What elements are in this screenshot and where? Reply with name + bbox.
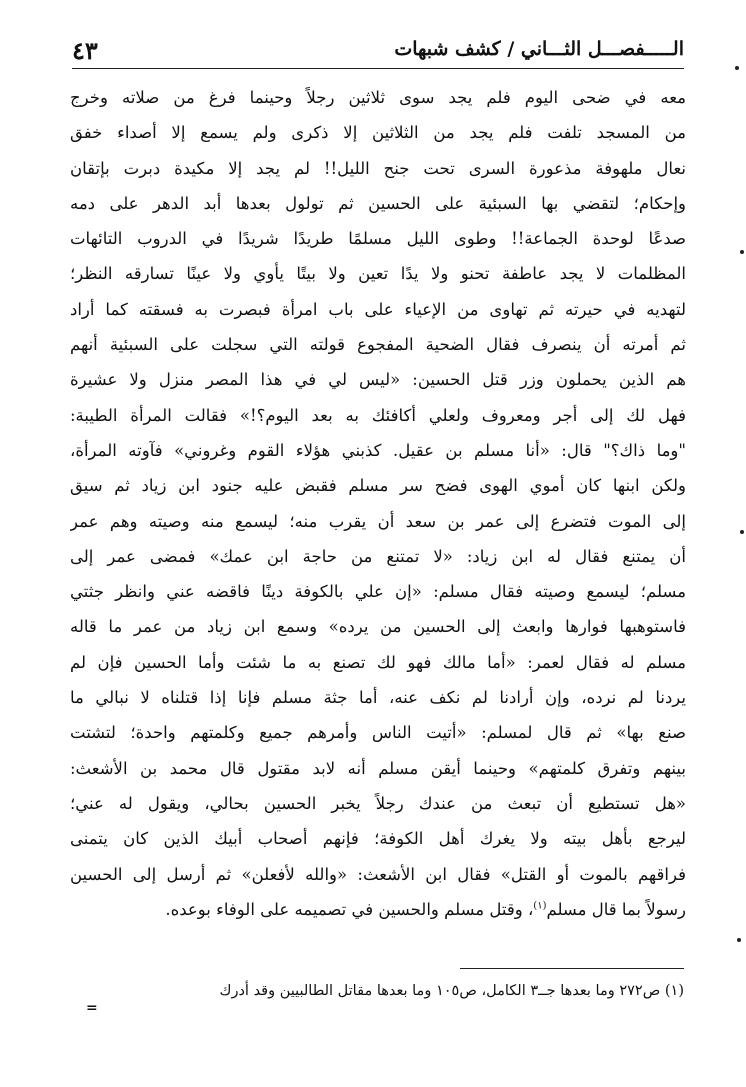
footnote-reference[interactable]: (١) — [533, 900, 547, 912]
last-text-line — [70, 892, 686, 927]
text-line: هم الذين يحملون وزر قتل الحسين: «ليس لي في هذا المصر منزل ولا عشيرة — [70, 370, 686, 390]
text-line: يردنا لم نرده، وإن أرادنا لم نكف عنه، أما جثة مسلم فإنا إذا قتلناه لا نبالي ما — [70, 688, 686, 708]
text-line: نعال ملهوفة مذعورة السرى تحت جنح الليل!! لم يجد إلا مكيدة دبرت بإتقان — [70, 158, 686, 178]
text-line: مسلم له فقال لعمر: «أما مالك فهو لك تصنع به ما شئت وأما الحسين فإن لم — [70, 652, 686, 672]
text-line: "وما ذاك؟" قال: «أنا مسلم بن عقيل. كذبني هؤلاء القوم وغروني» فآوته المرأة، — [70, 440, 686, 460]
text-line: ليرجع بأهل بيته ولا يغرك أهل الكوفة؛ فإنهم أصحاب أبيك الذين كان يتمنى — [70, 829, 686, 849]
text-line: أن يمتنع فقال له ابن زياد: «لا تمتنع من حاجة ابن عمك» فمضى عمر إلى — [70, 546, 686, 566]
text-line: لتهديه في حيرته ثم تهاوى من الإعياء على باب امرأة فبصرت به فسقته كما أراد — [70, 299, 686, 319]
page-header — [72, 36, 684, 72]
text-line: فهل لك إلى أجر ومعروف ولعلي أكافئك به بعد اليوم؟!» فقالت المرأة الطيبة: — [70, 405, 686, 425]
chapter-title: الـــــفصـــل الثـــاني / كشف شبهات — [394, 38, 684, 60]
text-line: مسلم؛ ليسمع وصيته فقال مسلم: «إن علي بالكوفة دينًا فاقضه عني وانظر جثتي — [70, 582, 686, 602]
text-line: معه في ضحى اليوم فلم يجد سوى ثلاثين رجلاً وحينما فرغ من صلاته وخرج — [70, 88, 686, 107]
margin-dot — [740, 250, 744, 254]
body-text — [70, 80, 686, 927]
margin-dot — [735, 66, 739, 70]
text-line: إلى الموت فتضرع إلى عمر بن سعد أن يقرب منه؛ ليسمع منه وصيته وهم عمر — [70, 511, 686, 531]
text-line: بينهم وتفرق كلمتهم» وحينما أيقن مسلم أنه لابد مقتول قال محمد بن الأشعث: — [70, 758, 686, 778]
text-line: صدعًا لوحدة الجماعة!! وطوى الليل مسلمًا طريدًا شريدًا في الدروب التائهات — [70, 229, 686, 249]
footnote-divider — [460, 968, 684, 969]
text-line: فاستوهبها فوارها وابعث إلى الحسين من يرده» وسمع ابن زياد من عمر ما قاله — [70, 617, 686, 637]
footnote-continuation-mark: = — [86, 1000, 98, 1016]
page-number: ٤٣ — [72, 36, 98, 65]
margin-dot — [737, 938, 741, 942]
text-line: وإحكام؛ لتقضي بها السبئية على الحسين ثم تولول بعدها أبد الدهر على دمه — [70, 193, 686, 213]
header-divider — [72, 68, 684, 69]
text-line: ثم أمرته أن ينصرف فقال الضحية المفجوع قولته التي سجلت على السبئية أنهم — [70, 335, 686, 355]
text-line: المظلمات لا يجد عاطفة تحنو ولا يدًا تعين ولا بيتًا يأوي ولا عينًا تسارقه النظر؛ — [70, 264, 686, 284]
text-line: «هل تستطيع أن تبعث من عندك رجلاً يخبر الحسين بحالي، ويقول له عني؛ — [70, 793, 686, 813]
text-line: من المسجد تلفت فلم يجد من الثلاثين إلا ذكرى ولم يسمع إلا أصداء خفق — [70, 123, 686, 143]
text-line: ولكن ابنها كان أموي الهوى فضح سر مسلم فقبض عليه جنود ابن زياد ثم سيق — [70, 476, 686, 496]
text-line: فراقهم بالموت أو القتل» فقال ابن الأشعث: «والله لأفعلن» ثم أرسل إلى الحسين — [70, 864, 686, 884]
last-line-end: ، وقتل مسلم والحسين في تصميمه على الوفاء بوعده. — [165, 899, 534, 919]
footnote: (١) ص٢٧٢ وما بعدها جــ٣ الكامل، ص١٠٥ وما بعدها مقاتل الطالبيين وقد أدرك — [219, 983, 684, 999]
text-line: صنع بها» ثم قال لمسلم: «أتيت الناس وأمرهم جميع وكلمتهم واحدة؛ لتشتت — [70, 723, 686, 743]
last-line-start: رسولاً بما قال مسلم — [546, 899, 686, 919]
margin-dot — [740, 530, 744, 534]
